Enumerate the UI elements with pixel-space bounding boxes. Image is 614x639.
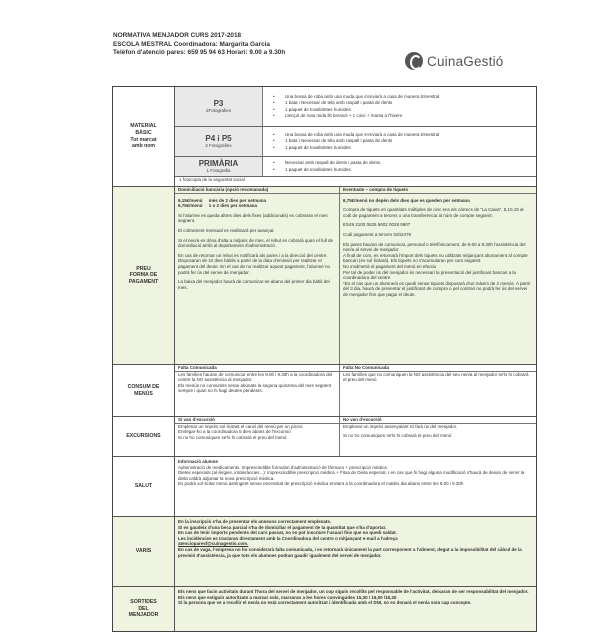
paragraph: Els pares hauran de comunicar, personal o telefònicament, de 9.00 a 9.30h l'assistència del nen/a al servei de menjador: [343, 241, 526, 253]
row-label-varis: [113, 517, 175, 586]
paragraph: Emplenar un imprès sol·licitant el canvi del menú per un pícnic: [178, 423, 303, 429]
row-label-salut: [113, 457, 175, 516]
paragraph: En la inscripció s'ha de presentar els annexos correctament emplenats.: [178, 519, 332, 524]
row-label-sortides: [113, 587, 175, 631]
group-title-cell: [175, 127, 263, 156]
price-line: 6,75€/menú no depèn dels dies que es queden per setmana: [343, 197, 470, 203]
material-group-p4p5: [175, 127, 536, 157]
list-item: • Necessar amb raspall de dents i pasta de dents.: [273, 160, 536, 166]
group-title-cell: [175, 87, 263, 126]
list-item: • 1 paquet de tovalloletes humides: [273, 145, 536, 151]
preu-content: [175, 187, 536, 364]
paragraph: Si no ho comuniquen se'ls hi cobrarà el preu del menú: [343, 433, 452, 439]
row-varis: [113, 517, 536, 587]
label-line: SORTIDES: [130, 599, 157, 606]
list-item: • 1 bata i Necessar de tela amb raspall i pasta de dents: [273, 138, 536, 144]
label-line: PREU: [136, 265, 151, 272]
excursions-content: [175, 417, 536, 456]
paragraph: Els menús no consumits seran abonats la segona quinzena del mes següent sempre i quan no hi hagi deutes pendents.: [178, 382, 332, 394]
paragraph: Les famílies hauran de comunicar entre les 9.00 i 9.30h a la coordinadora del centre la NO assistència al menjador.: [178, 371, 333, 383]
row-label-material: [113, 87, 175, 186]
payment-code: Codi pagament a tercers 0202479: [343, 231, 412, 237]
paragraph: En cas de tenir imports pendents del curs passat, no es pot inscriure l'usuari fins que no quedi saldat.: [178, 530, 397, 536]
header-title: NORMATIVA MENJADOR CURS 2017-2018: [113, 32, 242, 39]
paragraph: Dietes especials (al·lèrgies, intoleràncies...): imprescindible prescripció mèdica + Fitxa de Dieta especial. I en cas que hi hagi alguna modificació s'haurà de deixar de servir la dieta caldrà adjuntar la nova prescripció mèdica.: [178, 470, 525, 481]
group-photos: 1 Fotografia: [206, 168, 231, 173]
label-line: VARIS: [135, 548, 152, 555]
preu-eventuals: [340, 187, 536, 364]
price-line: 6,75€/menú 1 o 2 dies per setmana: [178, 203, 258, 209]
paragraph: Els nens que estiguin autoritzats a marxar sols, marxaran a les hores convingudes 15,30 / 16,00 /16,30: [178, 594, 397, 600]
paragraph: Si es gaudeix d'una beca parcial s'ha de domiciliar el pagament de la quantitat que s'ha d'aportar.: [178, 524, 387, 530]
varis-content: [175, 517, 536, 586]
row-excursions: [113, 417, 536, 457]
paragraph: Es podrà sol·licitar menú astringent sense necessitat de prescripció mèdica enviant a la coordinadora el matèix dia abans entre les 9.00 i 9.30h: [178, 481, 464, 487]
list-item: • Una bossa de roba amb una muda que s'enviarà a casa de manera trimestral: [273, 132, 536, 138]
column-heading: Falta No Comunicada: [340, 365, 536, 372]
label-line: MENÚS: [134, 390, 153, 397]
paragraph: No s'admetrà el pagament del menú en efectiu: [343, 263, 437, 269]
paragraph: El cobrament mensual es realitzarà per avançat.: [178, 227, 275, 233]
label-line: EXCURSIONS: [126, 433, 161, 440]
label-line: amb nom: [131, 143, 156, 150]
rules-table: [112, 86, 537, 632]
consum-no-comunicada: [340, 365, 536, 416]
excursions-no-van: [340, 417, 536, 456]
group-name: P3: [213, 99, 224, 108]
material-group-p3: [175, 87, 536, 127]
paragraph: Administració de medicaments. Imprescindible formulari d'administració de fàrmacs + prescripció mèdica: [178, 464, 387, 470]
sortides-content: [175, 587, 536, 631]
row-sortides: [113, 587, 536, 631]
paragraph: Compra de tiquets en quantitats múltiples de cinc ens els càrrecs de "La Caixa", 5,10,15 al codi de pagament a tercers o una transferència al núm de compte següent:: [343, 207, 524, 218]
sortides-info: [175, 587, 536, 631]
label-line: BÀSIC: [135, 129, 152, 136]
row-label-excursions: [113, 417, 175, 456]
paragraph: Les famílies que no comuniquen la NO assistència del seu nen/a al menjador se'ls hi cobrarà el preu del menú: [343, 371, 529, 383]
preu-domiciliacio: [175, 187, 340, 364]
label-line: CONSUM DE: [127, 383, 160, 390]
material-group-primaria: [175, 157, 536, 177]
group-title-cell: [175, 157, 263, 176]
logo-mark-icon: [405, 52, 423, 70]
row-preu: [113, 187, 536, 365]
group-name: P4 i P5: [205, 134, 232, 143]
column-heading: No van d'excursió: [340, 417, 536, 424]
header-phone: Telèfon d'atenció pares: 659 95 94 63 Horari: 9.00 a 9.30h: [113, 49, 286, 56]
paragraph: Els nens que facin activitats durant l'hora del servei de menjador, un cop siguin recollits pel responsable de l'activitat, deixaran de ser responsabilitat del menjador.: [178, 589, 529, 594]
consum-content: [175, 365, 536, 416]
label-line: SALUT: [134, 483, 153, 490]
label-line: MENJADOR: [128, 612, 159, 619]
paragraph: *En el cas que un alumne/a es quedi sense tiquets disposarà d'un màxim de 2 menús. A partir del 3 dia, haurà de presentar el justificant de compra o pel contrari no podrà fer ús del servei de menjador fins que pagui el deute.: [343, 280, 531, 297]
paragraph: Si el nen/a es dóna d'alta a mitjans de mes, el rebut es cobrarà quan el full de domiciliació arribi al departament d'administració.: [178, 237, 333, 249]
row-material: [113, 87, 536, 187]
group-items: [263, 127, 536, 156]
material-content: [175, 87, 536, 186]
list-item: • Una bossa de roba amb una muda que s'enviarà a casa de manera trimestral: [273, 94, 536, 100]
label-line: Tot marcat: [130, 136, 157, 143]
section-heading: Informació alumne: [178, 459, 219, 464]
paragraph: Les incidències es tractaran directament amb la Coordinadora del centre o mitjançant e-mail a l'adreça: [178, 535, 398, 541]
label-line: MATERIAL: [130, 123, 157, 130]
row-consum: [113, 365, 536, 417]
paragraph: En cas de retornar un rebut es notificarà als pares i a la direcció del centre. Disposaran de 10 dies hàbils a partir de la data d'emissió per realitzar el pagament del deute. En el cas de no realitzar aquest pagament, l'alumne no podrà fer ús del servei de menjador.: [178, 252, 330, 275]
salut-content: [175, 457, 536, 516]
paragraph: Si l'alumne es queda altres dies dels fixes (addicionals) es cobraran el mes següent.: [178, 212, 328, 224]
salut-info: [175, 457, 536, 516]
logo-text: CuinaGestió: [427, 53, 504, 69]
group-items: [263, 157, 536, 176]
material-group-eso: [175, 177, 536, 187]
paragraph: La baixa del menjador haurà de comunicar-se abans del primer dia hàbil del mes.: [178, 279, 330, 290]
list-item: • 1 bata i Necessar de tela amb raspall i pasta de dents: [273, 100, 536, 106]
company-logo: [405, 51, 504, 71]
label-line: DEL: [138, 605, 149, 612]
column-heading: Domiciliació bancària (opció recomanada): [175, 187, 339, 194]
list-item: • 1 paquet de tovalloletes humides: [273, 167, 536, 173]
varis-info: [175, 517, 536, 586]
column-heading: Falta Comunicada: [175, 365, 339, 372]
column-heading: Eventuals – compra de tiquets: [340, 187, 536, 194]
paragraph: Per tal de poder ús del menjador és necessari la presentació del justificant bancari a la coordinadora del centre: [343, 269, 516, 281]
group-items: [263, 87, 536, 126]
consum-comunicada: [175, 365, 340, 416]
paragraph: Entregar-ho a la coordinadora 5 dies abans de l'excursió: [178, 429, 291, 435]
header-school: ESCOLA MESTRAL Coordinadora: Margarita Garcia: [113, 40, 270, 48]
column-heading: Si van d'excursió: [175, 417, 339, 424]
contact-email-link[interactable]: atencioparesf@cuinagestio.com.: [178, 541, 249, 547]
label-line: PAGAMENT: [128, 278, 159, 285]
paragraph: Si la persona que ve a recollir el nen/a no està correctament autoritzat i identificada amb el DNI, no es donarà el nen/a sota cap concepte.: [178, 600, 472, 606]
excursions-van: [175, 417, 340, 456]
list-item: • Llençol de sota mida llit bressol + 1 coixí + manta a l'hivern: [273, 113, 536, 119]
bank-account: ES49 2100 0625 5602 0028 9907: [343, 222, 411, 228]
group-photos: 2Fotografies: [205, 108, 231, 113]
row-label-consum: [113, 365, 175, 416]
paragraph: A final de curs, es retornarà l'import dels tiquets no utilitzats mitjançant abonament al compte bancari (es sol·licitarà). Els tiquets no s'acumularan per curs següent: [343, 252, 528, 264]
list-item: • 1 paquet de tovalloletes humides: [273, 107, 536, 113]
price-line: 6,15€/menú més de 2 dies per setmana: [178, 197, 267, 203]
group-name: PRIMÀRIA: [198, 159, 239, 168]
row-salut: [113, 457, 536, 517]
row-label-preu: [113, 187, 175, 364]
paragraph: En cas de vaga, l'empresa no ho considerarà falta comunicada, i es retornarà únicament la part corresponent a l'aliment, degut a la impossibilitat del càlcul de la previsió d'assistència, ja que tots els alumnes podran gaudir igualment del servei de menjador.: [178, 546, 522, 558]
paragraph: Si no ho comuniquen se'ls hi cobrarà el preu del menú: [178, 434, 287, 440]
paragraph: Emplenar un imprès assenyalant Sí farà ús del menjador.: [343, 423, 458, 429]
label-line: FORMA DE: [129, 272, 158, 279]
group-photos: 2 Fotografies: [205, 143, 232, 148]
material-note: 1 fotocopia de la seguretat social: [179, 177, 245, 182]
